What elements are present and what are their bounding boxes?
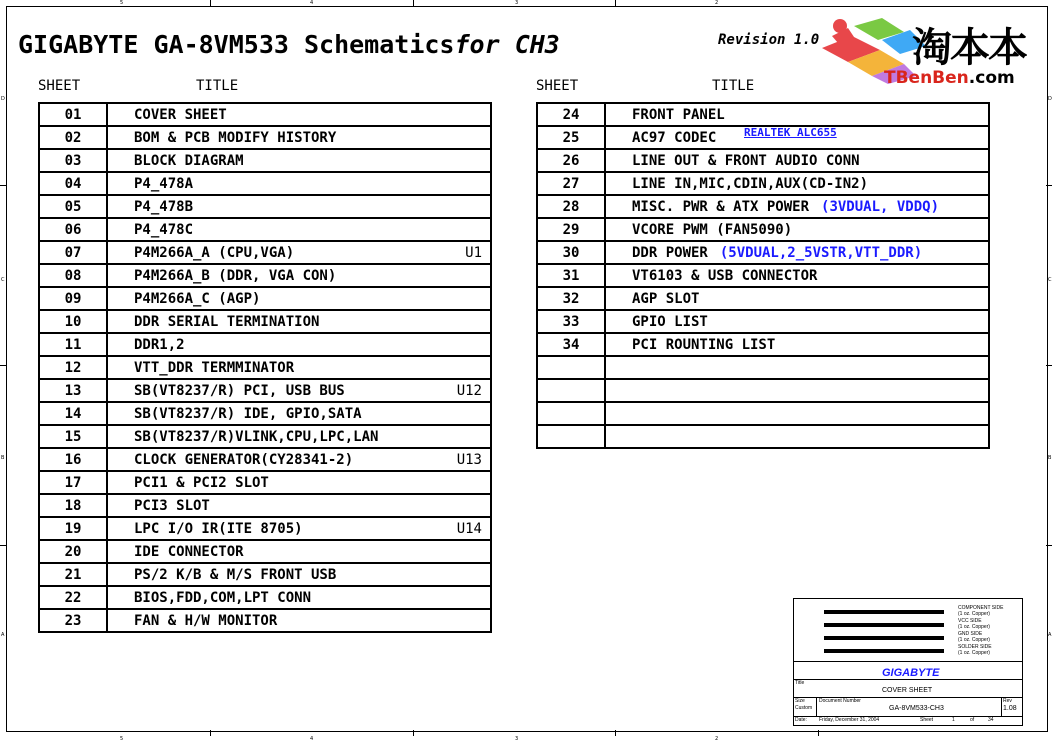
left-title-header: TITLE bbox=[196, 78, 239, 94]
sheet-title-cell bbox=[605, 425, 989, 448]
size-label: Size bbox=[795, 698, 805, 704]
sheet-title: SB(VT8237/R) PCI, USB BUS bbox=[134, 382, 345, 399]
layer-label: VCC SIDE bbox=[958, 618, 982, 624]
zone-label: 4 bbox=[310, 736, 314, 742]
sheet-number bbox=[537, 356, 605, 379]
table-row bbox=[39, 356, 491, 379]
sheet-title-cell bbox=[107, 379, 491, 402]
sheet-title-cell bbox=[107, 149, 491, 172]
sheet-number: 10 bbox=[39, 310, 107, 333]
zone-label: 3 bbox=[515, 736, 519, 742]
sheet-note: REALTEK ALC655 bbox=[744, 126, 837, 139]
sheet-number: 24 bbox=[537, 103, 605, 126]
table-row bbox=[537, 126, 989, 149]
zone-label: 4 bbox=[310, 0, 314, 6]
sheet-title-cell bbox=[107, 494, 491, 517]
docnum-value: GA-8VM533-CH3 bbox=[889, 705, 944, 712]
size-value: Custom bbox=[795, 705, 813, 711]
table-row bbox=[537, 333, 989, 356]
sheet-title: PCI1 & PCI2 SLOT bbox=[134, 474, 269, 491]
layer-label: (1 oz. Copper) bbox=[958, 624, 990, 630]
table-row bbox=[39, 402, 491, 425]
sheet-number: 23 bbox=[39, 609, 107, 632]
table-row bbox=[537, 356, 989, 379]
sheet-title: DDR POWER bbox=[632, 244, 708, 261]
layer-label: GND SIDE bbox=[958, 631, 983, 637]
sheet-number: 26 bbox=[537, 149, 605, 172]
component-ref: U13 bbox=[456, 452, 482, 468]
zone-label: C bbox=[1048, 277, 1052, 283]
sheet-note: (5VDUAL,2_5VSTR,VTT_DDR) bbox=[719, 244, 923, 261]
sheet-number: 02 bbox=[39, 126, 107, 149]
sheet-title-cell bbox=[107, 609, 491, 632]
sheet-number: 18 bbox=[39, 494, 107, 517]
sheet-number: 25 bbox=[537, 126, 605, 149]
sheet-title-cell bbox=[605, 126, 989, 149]
sheet-number bbox=[537, 402, 605, 425]
table-row bbox=[39, 563, 491, 586]
table-row bbox=[537, 264, 989, 287]
zone-label: 5 bbox=[120, 736, 124, 742]
sheet-title-cell bbox=[605, 356, 989, 379]
sheet-number: 29 bbox=[537, 218, 605, 241]
table-row bbox=[39, 149, 491, 172]
sheet-title: SB(VT8237/R) IDE, GPIO,SATA bbox=[134, 405, 362, 422]
sheet-title: PS/2 K/B & M/S FRONT USB bbox=[134, 566, 337, 583]
sheet-title-cell bbox=[107, 402, 491, 425]
sheet-title-cell bbox=[107, 218, 491, 241]
sheet-number: 08 bbox=[39, 264, 107, 287]
sheet-title: BOM & PCB MODIFY HISTORY bbox=[134, 129, 337, 146]
sheet-title-cell bbox=[107, 264, 491, 287]
sheet-note: (3VDUAL, VDDQ) bbox=[821, 198, 940, 215]
title-italic: for CH3 bbox=[454, 30, 560, 59]
sheet-number: 13 bbox=[39, 379, 107, 402]
sheet-title: LINE OUT & FRONT AUDIO CONN bbox=[632, 152, 860, 169]
table-row bbox=[537, 310, 989, 333]
table-row bbox=[39, 540, 491, 563]
sheet-number bbox=[537, 379, 605, 402]
sheet-number: 22 bbox=[39, 586, 107, 609]
layer-label: (1 oz. Copper) bbox=[958, 611, 990, 617]
table-row bbox=[537, 218, 989, 241]
watermark-brand bbox=[884, 68, 1015, 88]
sheet-number: 01 bbox=[39, 103, 107, 126]
sheet-title: VT6103 & USB CONNECTOR bbox=[632, 267, 818, 284]
sheet-title: PCI3 SLOT bbox=[134, 497, 210, 514]
title-label: Title bbox=[795, 680, 805, 686]
table-row bbox=[39, 609, 491, 632]
table-row bbox=[537, 195, 989, 218]
table-row bbox=[39, 195, 491, 218]
sheet-title: AGP SLOT bbox=[632, 290, 700, 307]
right-sheet-header: SHEET bbox=[536, 78, 579, 94]
sheet-title-cell bbox=[107, 172, 491, 195]
table-row bbox=[39, 103, 491, 126]
table-row bbox=[537, 241, 989, 264]
sheet-title-cell bbox=[605, 149, 989, 172]
title-value: COVER SHEET bbox=[882, 687, 933, 694]
sheet-title: DDR1,2 bbox=[134, 336, 185, 353]
table-row bbox=[39, 333, 491, 356]
sheet-title-cell bbox=[107, 195, 491, 218]
sheet-title-cell bbox=[107, 586, 491, 609]
sheet-title: BIOS,FDD,COM,LPT CONN bbox=[134, 589, 312, 606]
sheet-title-cell bbox=[107, 333, 491, 356]
zone-label: B bbox=[1, 455, 5, 461]
sheet-title: P4M266A_C (AGP) bbox=[134, 290, 261, 307]
component-ref: U14 bbox=[456, 521, 482, 537]
sheet-title: IDE CONNECTOR bbox=[134, 543, 244, 560]
sheet-title-cell bbox=[605, 103, 989, 126]
sheet-title-cell bbox=[107, 103, 491, 126]
layer-label: (1 oz. Copper) bbox=[958, 637, 990, 643]
zone-label: 3 bbox=[515, 0, 519, 6]
docnum-label: Document Number bbox=[819, 698, 861, 704]
watermark-chinese: 淘本本 bbox=[912, 25, 1026, 71]
sheet-number: 03 bbox=[39, 149, 107, 172]
table-row bbox=[537, 103, 989, 126]
sheet-title: VTT_DDR TERMMINATOR bbox=[134, 359, 295, 376]
sheet-title-cell bbox=[605, 241, 989, 264]
sheet-title: AC97 CODEC bbox=[632, 129, 717, 146]
page-title bbox=[18, 30, 560, 59]
table-row bbox=[39, 471, 491, 494]
zone-label: 5 bbox=[120, 0, 124, 6]
rev-value: 1.08 bbox=[1003, 705, 1017, 712]
sheet-number bbox=[537, 425, 605, 448]
title-main: GIGABYTE GA-8VM533 Schematics bbox=[18, 30, 455, 59]
sheet-number: 21 bbox=[39, 563, 107, 586]
zone-label: A bbox=[1048, 632, 1052, 638]
sheet-title-cell bbox=[107, 448, 491, 471]
sheet-title: FAN & H/W MONITOR bbox=[134, 612, 278, 629]
table-row bbox=[39, 218, 491, 241]
sheet-title-cell bbox=[605, 218, 989, 241]
table-row bbox=[39, 126, 491, 149]
zone-label: D bbox=[1048, 96, 1052, 102]
sheet-title-cell bbox=[605, 172, 989, 195]
zone-label: C bbox=[1, 277, 5, 283]
sheet-title: COVER SHEET bbox=[134, 106, 227, 123]
sheet-value: 1 bbox=[952, 717, 955, 723]
rev-label: Rev bbox=[1003, 698, 1012, 704]
sheet-title-cell bbox=[107, 471, 491, 494]
table-row bbox=[39, 264, 491, 287]
sheet-title-cell bbox=[605, 379, 989, 402]
sheet-title: DDR SERIAL TERMINATION bbox=[134, 313, 320, 330]
sheet-title-cell bbox=[107, 425, 491, 448]
of-value: 34 bbox=[988, 717, 994, 723]
sheet-number: 07 bbox=[39, 241, 107, 264]
sheet-title: P4_478B bbox=[134, 198, 194, 215]
sheet-title: BLOCK DIAGRAM bbox=[134, 152, 244, 169]
table-row bbox=[537, 402, 989, 425]
table-row bbox=[39, 517, 491, 540]
sheet-number: 31 bbox=[537, 264, 605, 287]
title-block bbox=[793, 598, 1023, 726]
sheet-number: 11 bbox=[39, 333, 107, 356]
table-row bbox=[39, 310, 491, 333]
sheet-title: GPIO LIST bbox=[632, 313, 708, 330]
sheet-number: 20 bbox=[39, 540, 107, 563]
sheet-number: 15 bbox=[39, 425, 107, 448]
sheet-title: VCORE PWM (FAN5090) bbox=[632, 221, 793, 238]
sheet-title: P4M266A_A (CPU,VGA) bbox=[134, 244, 295, 261]
sheet-number: 28 bbox=[537, 195, 605, 218]
sheet-number: 05 bbox=[39, 195, 107, 218]
right-title-header: TITLE bbox=[712, 78, 755, 94]
sheet-number: 06 bbox=[39, 218, 107, 241]
sheet-title: P4M266A_B (DDR, VGA CON) bbox=[134, 267, 337, 284]
sheet-number: 17 bbox=[39, 471, 107, 494]
layer-label: (1 oz. Copper) bbox=[958, 650, 990, 656]
layer-label: SOLDER SIDE bbox=[958, 644, 992, 650]
table-row bbox=[537, 425, 989, 448]
zone-label: D bbox=[1, 96, 5, 102]
table-row bbox=[39, 586, 491, 609]
sheet-title: LINE IN,MIC,CDIN,AUX(CD-IN2) bbox=[632, 175, 869, 192]
sheet-title: PCI ROUNTING LIST bbox=[632, 336, 776, 353]
table-row bbox=[39, 494, 491, 517]
sheet-number: 34 bbox=[537, 333, 605, 356]
table-row bbox=[39, 379, 491, 402]
zone-label: B bbox=[1048, 455, 1052, 461]
sheet-title-cell bbox=[605, 287, 989, 310]
component-ref: U12 bbox=[456, 383, 482, 399]
zone-label: 2 bbox=[715, 736, 719, 742]
sheet-number: 27 bbox=[537, 172, 605, 195]
watermark-brand-text: TBenBen bbox=[884, 68, 969, 88]
sheet-title: P4_478C bbox=[134, 221, 194, 238]
table-row bbox=[537, 287, 989, 310]
left-sheet-header: SHEET bbox=[38, 78, 81, 94]
sheet-title-cell bbox=[107, 287, 491, 310]
sheet-number: 30 bbox=[537, 241, 605, 264]
right-sheet-table bbox=[536, 102, 990, 449]
company-brand: GIGABYTE bbox=[882, 667, 940, 679]
sheet-number: 04 bbox=[39, 172, 107, 195]
sheet-title-cell bbox=[107, 563, 491, 586]
sheet-title-cell bbox=[605, 310, 989, 333]
of-label: of bbox=[970, 717, 975, 723]
watermark-domain: .com bbox=[968, 68, 1015, 88]
sheet-title-cell bbox=[107, 126, 491, 149]
table-row bbox=[537, 379, 989, 402]
sheet-number: 12 bbox=[39, 356, 107, 379]
sheet-title: P4_478A bbox=[134, 175, 194, 192]
sheet-title: SB(VT8237/R)VLINK,CPU,LPC,LAN bbox=[134, 428, 379, 445]
table-row bbox=[39, 241, 491, 264]
sheet-number: 09 bbox=[39, 287, 107, 310]
table-row bbox=[39, 172, 491, 195]
sheet-title-cell bbox=[107, 310, 491, 333]
sheet-number: 16 bbox=[39, 448, 107, 471]
sheet-title: FRONT PANEL bbox=[632, 106, 725, 123]
table-row bbox=[537, 172, 989, 195]
revision-label: Revision 1.0 bbox=[718, 32, 820, 48]
sheet-number: 19 bbox=[39, 517, 107, 540]
table-row bbox=[39, 425, 491, 448]
date-value: Friday, December 31, 2004 bbox=[819, 717, 880, 723]
sheet-title-cell bbox=[107, 540, 491, 563]
table-row bbox=[39, 448, 491, 471]
sheet-title: LPC I/O IR(ITE 8705) bbox=[134, 520, 303, 537]
zone-label: A bbox=[1, 632, 5, 638]
layer-label: COMPONENT SIDE bbox=[958, 605, 1004, 611]
sheet-title-cell bbox=[605, 402, 989, 425]
sheet-number: 32 bbox=[537, 287, 605, 310]
sheet-title-cell bbox=[107, 241, 491, 264]
date-label: Date: bbox=[795, 717, 807, 723]
sheet-label: Sheet bbox=[920, 717, 934, 723]
sheet-title-cell bbox=[107, 356, 491, 379]
sheet-number: 14 bbox=[39, 402, 107, 425]
table-row bbox=[39, 287, 491, 310]
sheet-title: CLOCK GENERATOR(CY28341-2) bbox=[134, 451, 354, 468]
sheet-title-cell bbox=[605, 264, 989, 287]
sheet-number: 33 bbox=[537, 310, 605, 333]
sheet-title-cell bbox=[605, 195, 989, 218]
sheet-title-cell bbox=[107, 517, 491, 540]
sheet-title-cell bbox=[605, 333, 989, 356]
table-row bbox=[537, 149, 989, 172]
component-ref: U1 bbox=[465, 245, 482, 261]
sheet-title: MISC. PWR & ATX POWER bbox=[632, 198, 810, 215]
left-sheet-table bbox=[38, 102, 492, 633]
zone-label: 2 bbox=[715, 0, 719, 6]
